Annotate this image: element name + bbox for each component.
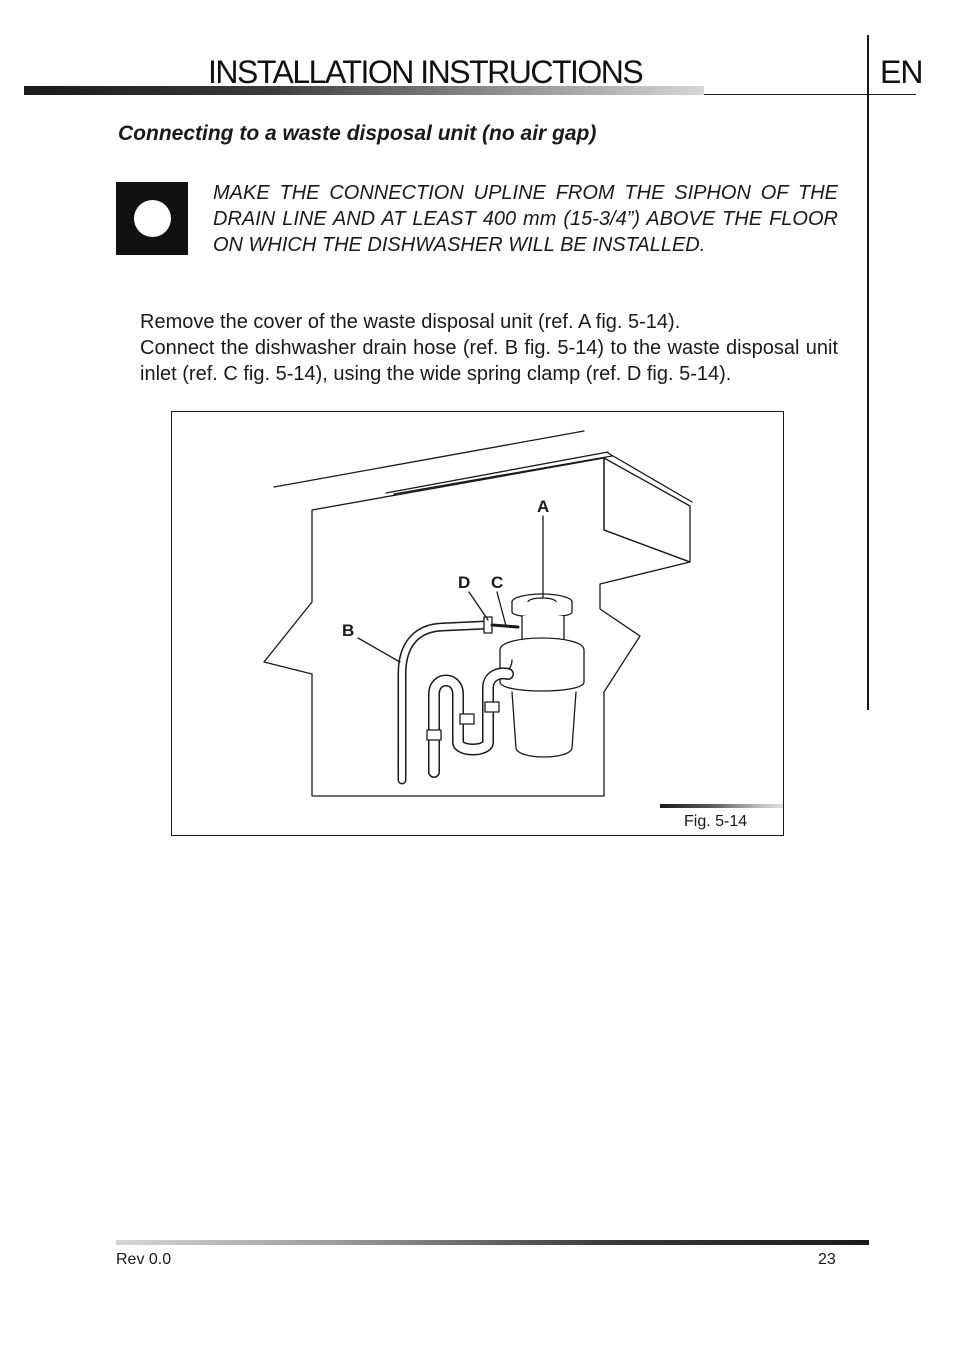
leader-line-b: [358, 638, 400, 662]
label-b: B: [342, 621, 355, 640]
warning-symbol-icon: [116, 182, 188, 255]
figure-caption: Fig. 5-14: [684, 813, 748, 830]
page-title: INSTALLATION INSTRUCTIONS: [208, 54, 643, 90]
pipe-nut: [485, 702, 499, 712]
pipe-nut: [460, 714, 474, 724]
body-text: [140, 309, 838, 387]
figure-caption-bar: [660, 804, 783, 808]
disposal-motor-body: [500, 638, 584, 691]
counter-edge-line: [386, 452, 608, 493]
counter-edge-line: [394, 456, 612, 494]
warning-text: MAKE THE CONNECTION UPLINE FROM THE SIPHON OF THE DRAIN LINE AND AT LEAST 400 mm (15-3/4”) ABOVE THE FLOOR ON WHICH THE DISHWASHER WILL BE INSTALLED.: [213, 182, 838, 256]
disposal-flange-ring: [512, 602, 572, 617]
revision-label: Rev 0.0: [116, 1251, 172, 1268]
drain-hose-ribs: [402, 625, 486, 780]
label-a: A: [537, 497, 550, 516]
disposal-unit-illustration: [172, 412, 783, 835]
leader-line-d: [469, 592, 488, 620]
counter-block-edge: [608, 453, 692, 502]
counter-edge-line: [274, 431, 584, 487]
label-c: C: [491, 573, 504, 592]
disposal-bowl: [512, 692, 576, 757]
body-paragraph: Connect the dishwasher drain hose (ref. B fig. 5-14) to the waste disposal unit inlet (ref. C fig. 5-14), using the wide spring clamp (ref. D fig. 5-14).: [140, 337, 838, 385]
leader-line-c: [497, 592, 506, 626]
page-number: 23: [818, 1251, 836, 1268]
header-rule: [704, 94, 916, 95]
language-code: EN: [880, 54, 923, 90]
figure-5-14: [171, 411, 784, 836]
inlet-stub: [492, 625, 518, 627]
pipe-nut: [427, 730, 441, 740]
warning-dot: [134, 200, 171, 237]
section-heading: Connecting to a waste disposal unit (no air gap): [118, 122, 597, 145]
body-paragraph: Remove the cover of the waste disposal unit (ref. A fig. 5-14).: [140, 311, 681, 333]
margin-rule: [867, 35, 869, 710]
footer-bar: [116, 1240, 869, 1245]
label-d: D: [458, 573, 471, 592]
drain-hose-outline: [402, 625, 486, 780]
